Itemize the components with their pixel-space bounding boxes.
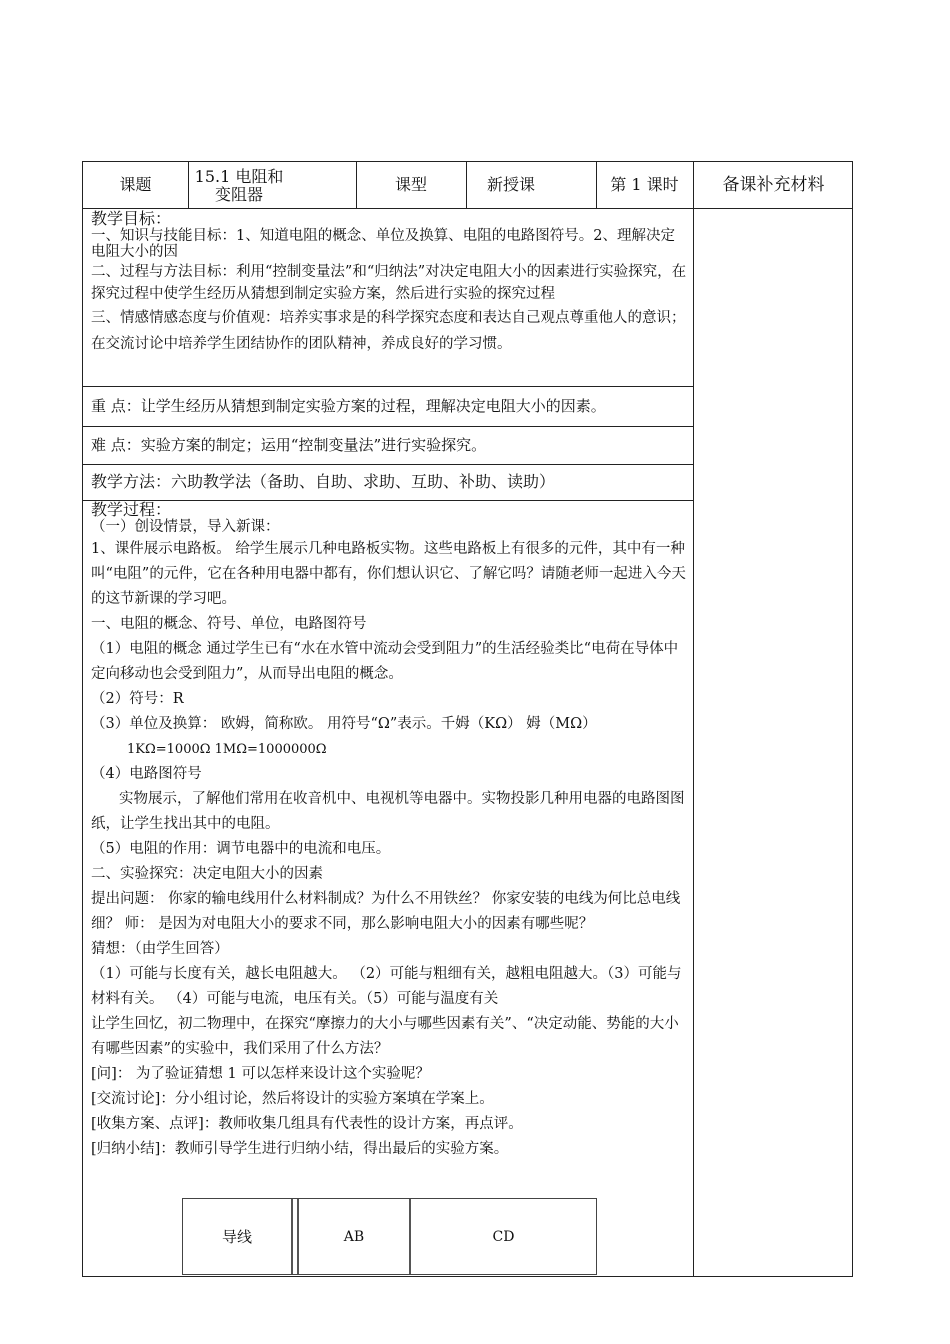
process-line: 一、电阻的概念、符号、单位，电路图符号 — [91, 616, 367, 632]
row-divider — [83, 208, 853, 209]
teaching-method: 教学方法：六助教学法（备助、自助、求助、互助、补助、读助） — [91, 472, 556, 491]
process-line: （2）符号：R — [91, 691, 184, 707]
process-line: [问]： 为了验证猜想 1 可以怎样来设计这个实验呢？ — [91, 1066, 430, 1082]
process-line: 提出问题： 你家的输电线用什么材料制成？为什么不用铁丝？ 你家安装的电线为何比总电线细？ 师： 是因为对电阻大小的要求不同，那么影响电阻大小的因素有哪些呢？ — [91, 891, 681, 932]
topic-label: 课题 — [119, 175, 152, 194]
process-section — [91, 501, 687, 1162]
process-line: （1）可能与长度有关，越长电阻越大。 （2）可能与粗细有关，越粗电阻越大。（3）可能与材料有关。 （4）可能与电流，电压有关。（5）可能与温度有关 — [91, 966, 682, 1007]
objective-line: 三、情感情感态度与价值观：培养实事求是的科学探究态度和表达自己观点尊重他人的意识；在交流讨论中培养学生团结协作的团队精神，养成良好的学习惯。 — [91, 310, 686, 352]
row-divider — [83, 464, 693, 465]
process-line: [收集方案、点评]：教师收集几组具有代表性的设计方案，再点评。 — [91, 1116, 523, 1132]
lesson-plan-table — [82, 161, 853, 1277]
period: 第 1 课时 — [610, 175, 679, 194]
objective-line: 二、过程与方法目标：利用“控制变量法”和“归纳法”对决定电阻大小的因素进行实验探究，在探究过程中使学生经历从猜想到制定实验方案，然后进行实验的探究过程 — [91, 264, 687, 302]
supplement-heading: 备课补充材料 — [722, 175, 825, 195]
inner-cell-wire: 导线 — [221, 1228, 252, 1246]
process-line: （4）电路图符号 — [91, 766, 202, 782]
inner-cell-ab: AB — [343, 1228, 365, 1245]
process-line: 二、实验探究：决定电阻大小的因素 — [91, 866, 323, 882]
difficulty: 难 点：实验方案的制定；运用“控制变量法”进行实验探究。 — [91, 436, 487, 454]
process-line: （1）电阻的概念 通过学生已有“水在水管中流动会受到阻力”的生活经验类比“电荷在导体中定向移动也会受到阻力”，从而导出电阻的概念。 — [91, 641, 679, 682]
process-line: [交流讨论]：分小组讨论，然后将设计的实验方案填在学案上。 — [91, 1091, 494, 1107]
process-line: （一）创设情景，导入新课： — [91, 519, 280, 535]
row-divider — [83, 386, 693, 387]
column-divider — [693, 162, 694, 1276]
process-line: 实物展示，了解他们常用在收音机中、电视机等电器中。实物投影几种用电器的电路图图纸，让学生找出其中的电阻。 — [91, 791, 685, 832]
key-point: 重 点：让学生经历从猜想到制定实验方案的过程，理解决定电阻大小的因素。 — [91, 397, 606, 415]
inner-column-divider — [291, 1199, 293, 1274]
process-line: 猜想：（由学生回答） — [91, 941, 229, 957]
process-title: 教学过程： — [91, 500, 172, 519]
objectives-section — [91, 210, 687, 357]
row-divider — [83, 426, 693, 427]
type-value: 新授课 — [486, 175, 535, 194]
process-line: 1KΩ=1000Ω 1MΩ=1000000Ω — [127, 742, 327, 757]
process-line: 让学生回忆，初二物理中，在探究“摩擦力的大小与哪些因素有关”、“决定动能、势能的大小有哪些因素”的实验中，我们采用了什么方法？ — [91, 1016, 679, 1057]
process-line: 1、课件展示电路板。 给学生展示几种电路板实物。这些电路板上有很多的元件，其中有一种叫“电阻”的元件，它在各种用电器中都有，你们想认识它、了解它吗？请随老师一起进入今天的这节新课的学习吧。 — [91, 541, 686, 607]
objective-line: 一、知识与技能目标：1、知道电阻的概念、单位及换算、电阻的电路图符号。2、理解决定电阻大小的因 — [91, 228, 675, 260]
process-line: （5）电阻的作用：调节电器中的电流和电压。 — [91, 841, 391, 857]
inner-cell-cd: CD — [492, 1228, 515, 1245]
topic-value: 15.1 电阻和变阻器 — [194, 167, 284, 204]
process-line: [归纳小结]：教师引导学生进行归纳小结，得出最后的实验方案。 — [91, 1141, 509, 1157]
experiment-table — [182, 1198, 597, 1275]
objectives-title: 教学目标： — [91, 209, 172, 228]
process-line: （3）单位及换算： 欧姆，简称欧。 用符号“Ω”表示。千姆（KΩ） 姆（MΩ） — [91, 716, 597, 732]
type-label: 课型 — [394, 175, 427, 194]
